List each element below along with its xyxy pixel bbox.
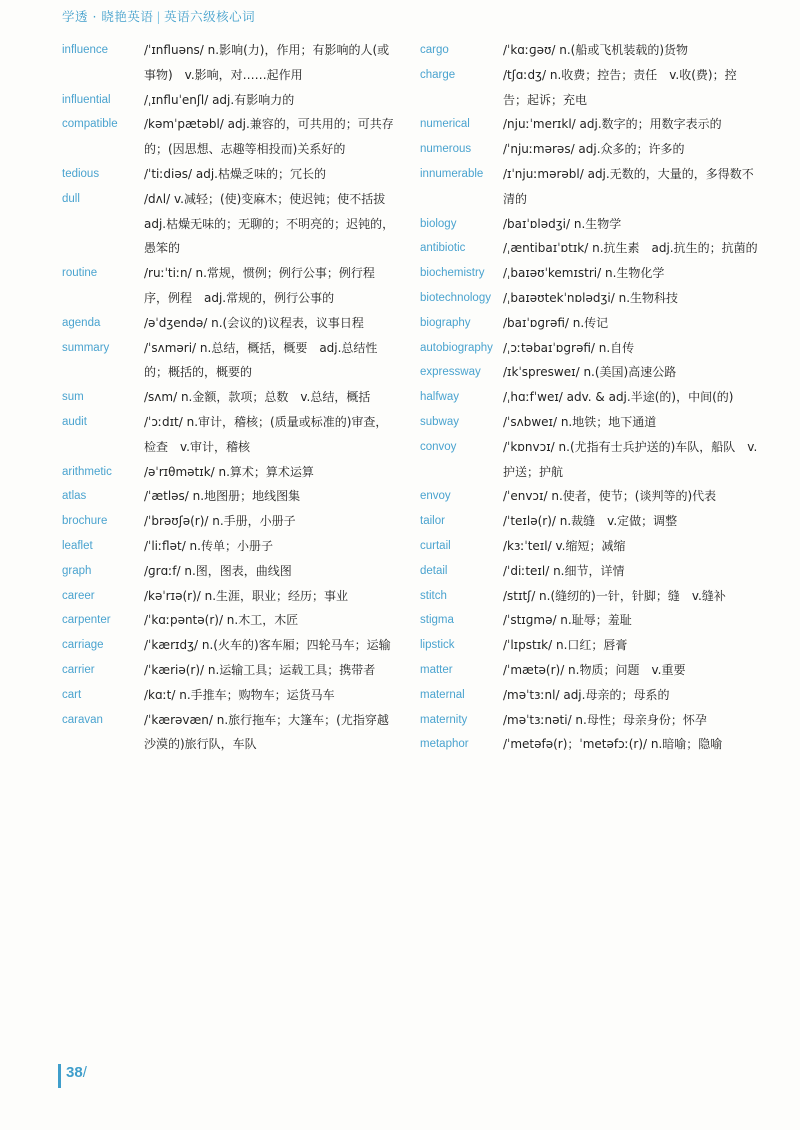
vocab-word: numerous: [420, 143, 472, 156]
vocab-definition: /ˈstɪɡmə/ n.耻辱；羞耻: [503, 613, 632, 628]
vocab-word: arithmetic: [62, 465, 112, 478]
vocab-entry: [420, 484, 760, 509]
vocab-entry: [62, 658, 397, 683]
vocab-word: matter: [420, 663, 453, 676]
vocab-definition: /kəˈrɪə(r)/ n.生涯，职业；经历；事业: [144, 588, 349, 603]
vocab-entry: [62, 484, 397, 509]
vocab-entry: [62, 336, 397, 386]
vocab-word: envoy: [420, 490, 451, 503]
vocab-definition: /ˌhɑːfˈweɪ/ adv. & adj.半途(的)，中间(的): [503, 390, 734, 405]
vocab-word: stigma: [420, 614, 454, 627]
vocab-entry: [420, 112, 760, 137]
vocab-definition: /ˈkɑːɡəʊ/ n.(船或飞机装载的)货物: [503, 43, 689, 57]
vocab-definition: /ˈmætə(r)/ n.物质；问题 v.重要: [503, 662, 686, 677]
left-column: [62, 38, 397, 757]
vocab-entry: [62, 608, 397, 633]
vocab-entry: [420, 137, 760, 162]
vocab-entry: [420, 633, 760, 658]
vocab-definition: /njuːˈmerɪkl/ adj.数字的；用数字表示的: [503, 117, 722, 132]
vocab-word: innumerable: [420, 167, 484, 180]
vocab-entry: [62, 584, 397, 609]
brand-title: 学透 · 晓艳英语: [62, 9, 154, 24]
vocab-definition: /ˈteɪlə(r)/ n.裁缝 v.定做；调整: [503, 514, 678, 529]
book-title: 英语六级核心词: [164, 9, 256, 24]
vocab-entry: [420, 360, 760, 385]
vocab-definition: /ˈbrəʊʃə(r)/ n.手册，小册子: [144, 514, 296, 529]
vocab-definition: /ˈsʌbweɪ/ n.地铁；地下通道: [503, 414, 657, 429]
page-number-bar: [58, 1064, 61, 1088]
vocab-definition: /ˌbaɪəʊˈkemɪstri/ n.生物化学: [503, 266, 665, 281]
vocab-word: subway: [420, 415, 459, 428]
vocab-entry: [62, 162, 397, 187]
vocab-definition: /ˈkærɪdʒ/ n.(火车的)客车厢；四轮马车；运输: [144, 638, 391, 653]
vocab-definition: /ˈætləs/ n.地图册；地线图集: [144, 489, 301, 504]
header-separator: |: [156, 9, 162, 24]
vocab-word: influential: [62, 93, 111, 106]
vocab-entry: [420, 584, 760, 609]
vocab-entry: [420, 559, 760, 584]
vocab-definition: /sʌm/ n.金额，款项；总数 v.总结，概括: [144, 390, 371, 405]
page-header: [62, 7, 255, 25]
right-column: [420, 38, 760, 757]
vocab-word: cart: [62, 688, 82, 701]
page-number-slash: /: [82, 1064, 87, 1081]
vocab-definition: /ˌbaɪəʊtekˈnɒlədʒi/ n.生物科技: [503, 290, 679, 305]
vocab-entry: [420, 286, 760, 311]
vocab-word: lipstick: [420, 639, 455, 652]
vocab-word: sum: [62, 391, 84, 404]
vocab-entry: [62, 385, 397, 410]
vocab-definition: /baɪˈɒɡrəfi/ n.传记: [503, 315, 609, 330]
vocab-definition: /ˈkɒnvɔɪ/ n.(尤指有士兵护送的)车队，船队 v.护送；护航: [503, 439, 758, 479]
vocab-entry: [62, 38, 397, 88]
vocab-definition: /ɡrɑːf/ n.图，图表，曲线图: [144, 563, 292, 578]
vocab-definition: /tʃɑːdʒ/ n.收费；控告；责任 v.收(费)；控告；起诉；充电: [503, 67, 737, 107]
vocab-word: biography: [420, 316, 471, 329]
vocab-entry: [62, 88, 397, 113]
vocab-entry: [62, 112, 397, 162]
vocab-word: graph: [62, 564, 92, 577]
page-number-value: 38: [66, 1064, 83, 1081]
vocab-word: halfway: [420, 391, 459, 404]
vocab-word: biochemistry: [420, 267, 485, 280]
vocab-entry: [420, 236, 760, 261]
vocab-word: agenda: [62, 316, 101, 329]
vocab-definition: /ˈnjuːmərəs/ adj.众多的；许多的: [503, 142, 685, 157]
vocab-entry: [420, 683, 760, 708]
vocab-word: dull: [62, 192, 80, 205]
vocab-entry: [62, 559, 397, 584]
vocab-definition: /ˈsʌməri/ n.总结，概括，概要 adj.总结性的；概括的，概要的: [144, 340, 378, 380]
vocab-entry: [420, 435, 760, 485]
vocab-entry: [420, 336, 760, 361]
vocab-definition: /ˈkæriə(r)/ n.运输工具；运载工具；携带者: [144, 662, 376, 677]
vocab-entry: [420, 509, 760, 534]
vocab-definition: /ˈlɪpstɪk/ n.口红；唇膏: [503, 638, 628, 653]
vocab-definition: /ˌɔːtəbaɪˈɒɡrəfi/ n.自传: [503, 340, 635, 355]
vocab-definition: /ˈmetəfə(r)；ˈmetəfɔː(r)/ n.暗喻；隐喻: [503, 737, 723, 752]
vocab-definition: /ɪkˈspresweɪ/ n.(美国)高速公路: [503, 365, 677, 380]
vocab-definition: /ˈɪnfluəns/ n.影响(力)，作用；有影响的人(或事物) v.影响，对……起作用: [144, 43, 390, 82]
vocab-word: maternal: [420, 688, 465, 701]
vocab-entry: [62, 410, 397, 460]
vocab-word: carrier: [62, 663, 95, 676]
vocab-entry: [420, 410, 760, 435]
vocab-entry: [420, 212, 760, 237]
vocab-word: autobiography: [420, 341, 493, 354]
vocab-word: influence: [62, 44, 109, 56]
vocab-definition: /ˈkɑːpəntə(r)/ n.木工，木匠: [144, 613, 299, 628]
vocab-word: cargo: [420, 44, 449, 56]
vocab-entry: [420, 385, 760, 410]
vocab-word: charge: [420, 68, 456, 81]
vocab-definition: /kɜːˈteɪl/ v.缩短；减缩: [503, 538, 626, 553]
vocab-definition: /dʌl/ v.减轻；(使)变麻木；使迟钝；使不括拔 adj.枯燥无味的；无聊的；不明亮的；迟钝的，愚笨的: [144, 191, 398, 256]
vocab-entry: [62, 633, 397, 658]
vocab-word: biology: [420, 217, 457, 230]
vocab-entry: [62, 187, 397, 261]
vocab-definition: /ˈdiːteɪl/ n.细节，详情: [503, 563, 625, 578]
vocab-entry: [62, 683, 397, 708]
vocab-definition: /məˈtɜːnl/ adj.母亲的；母系的: [503, 687, 670, 702]
vocab-word: atlas: [62, 490, 87, 503]
vocab-word: maternity: [420, 713, 468, 726]
vocab-definition: /məˈtɜːnəti/ n.母性；母亲身份；怀孕: [503, 712, 707, 727]
vocab-definition: /kɑːt/ n.手推车；购物车；运货马车: [144, 687, 335, 702]
vocab-word: leaflet: [62, 539, 93, 552]
vocab-entry: [420, 261, 760, 286]
vocab-definition: /ˈtiːdiəs/ adj.枯燥乏味的；冗长的: [144, 166, 326, 181]
vocab-entry: [62, 261, 397, 311]
vocab-word: compatible: [62, 118, 118, 131]
vocab-entry: [62, 509, 397, 534]
vocab-word: curtail: [420, 539, 451, 552]
vocab-entry: [420, 658, 760, 683]
vocab-entry: [62, 534, 397, 559]
vocab-word: carpenter: [62, 614, 111, 627]
vocab-definition: /ˈkærəvæn/ n.旅行拖车；大篷车；(尤指穿越沙漠的)旅行队，车队: [144, 712, 389, 752]
vocab-definition: /əˈrɪθmətɪk/ n.算术；算术运算: [144, 464, 314, 479]
vocab-word: antibiotic: [420, 242, 466, 255]
vocab-word: carriage: [62, 639, 104, 652]
vocab-word: biotechnology: [420, 291, 491, 304]
vocab-entry: [62, 311, 397, 336]
vocab-word: tailor: [420, 515, 445, 528]
vocab-word: numerical: [420, 118, 470, 131]
vocab-word: audit: [62, 415, 87, 428]
vocab-definition: /ˈliːflət/ n.传单；小册子: [144, 538, 273, 553]
vocab-definition: /ruːˈtiːn/ n.常规，惯例；例行公事；例行程序，例程 adj.常规的，例行公事的: [144, 266, 375, 305]
vocab-entry: [420, 38, 760, 63]
vocab-entry: [420, 63, 760, 113]
vocab-entry: [420, 311, 760, 336]
vocab-definition: /ˈenvɔɪ/ n.使者，使节；(谈判等的)代表: [503, 489, 717, 504]
vocab-word: metaphor: [420, 738, 469, 751]
vocab-word: stitch: [420, 589, 447, 602]
vocab-word: detail: [420, 564, 448, 577]
vocab-word: expressway: [420, 366, 481, 379]
vocab-definition: /baɪˈɒlədʒi/ n.生物学: [503, 216, 622, 231]
page-number: [66, 1064, 87, 1081]
vocab-definition: /ɪˈnjuːmərəbl/ adj.无数的，大量的，多得数不清的: [503, 166, 754, 206]
vocab-definition: /ˌɪnfluˈenʃl/ adj.有影响力的: [144, 92, 295, 107]
vocab-word: convoy: [420, 440, 457, 453]
vocab-word: summary: [62, 341, 110, 354]
vocab-entry: [62, 708, 397, 758]
vocab-definition: /ˈɔːdɪt/ n.审计，稽核；(质量或标准的)审查，检查 v.审计，稽核: [144, 414, 388, 454]
vocab-entry: [420, 708, 760, 733]
vocab-definition: /əˈdʒendə/ n.(会议的)议程表，议事日程: [144, 315, 364, 330]
vocab-entry: [420, 534, 760, 559]
vocab-word: brochure: [62, 515, 108, 528]
vocab-definition: /ˌæntibaɪˈɒtɪk/ n.抗生素 adj.抗生的；抗菌的: [503, 241, 758, 256]
vocab-word: tedious: [62, 167, 100, 180]
vocab-word: caravan: [62, 713, 103, 726]
vocab-entry: [420, 732, 760, 757]
vocab-entry: [420, 608, 760, 633]
vocab-word: career: [62, 589, 95, 602]
vocab-word: routine: [62, 267, 98, 280]
vocab-definition: /stɪtʃ/ n.(缝纫的)一针，针脚；缝 v.缝补: [503, 588, 726, 603]
vocab-definition: /kəmˈpætəbl/ adj.兼容的，可共用的；可共存的；(因思想、志趣等相投而)关系好的: [144, 117, 394, 157]
vocab-entry: [62, 460, 397, 485]
vocab-entry: [420, 162, 760, 212]
